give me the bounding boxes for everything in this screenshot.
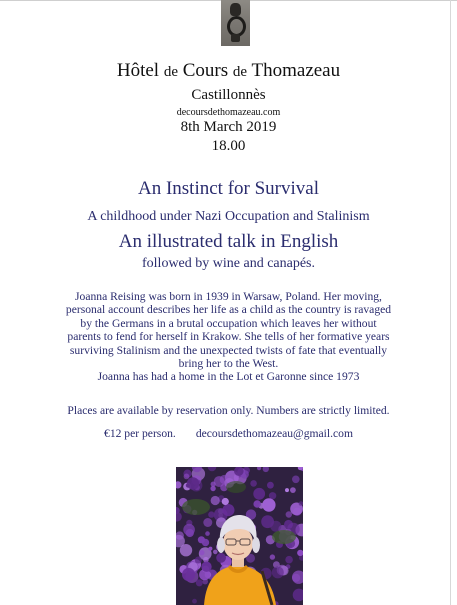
flower-blossom xyxy=(213,550,218,555)
talk-subtitle: A childhood under Nazi Occupation and Stalinism xyxy=(87,209,370,224)
flower-blossom xyxy=(285,488,289,492)
bio-line: personal account describes her life as a child as the country is ravaged xyxy=(65,303,392,317)
contact-email[interactable]: decoursdethomazeau@gmail.com xyxy=(195,427,353,440)
flower-blossom xyxy=(292,476,300,484)
flower-blossom xyxy=(192,599,197,604)
flower-blossom xyxy=(195,557,202,564)
refreshments-note: followed by wine and canapés. xyxy=(142,256,315,271)
hotel-name-word3: Cours xyxy=(182,60,229,81)
price-text: €12 per person. xyxy=(104,427,176,440)
flower-blossom xyxy=(203,518,212,527)
flower-blossom xyxy=(190,479,202,491)
hotel-name-word1: Hôtel xyxy=(116,60,160,81)
bio-line: Joanna Reising was born in 1939 in Warsaw, Poland. Her moving, xyxy=(75,290,382,303)
flower-blossom xyxy=(210,486,215,491)
website-text: decoursdethomazeau.com xyxy=(176,107,281,118)
flower-blossom xyxy=(182,568,195,581)
speaker-portrait-photo xyxy=(176,467,303,605)
flower-blossom xyxy=(222,504,234,516)
bio-line: parents to fend for herself in Krakow. She tells of her formative years xyxy=(67,330,390,344)
flower-blossom xyxy=(183,524,195,536)
flower-blossom xyxy=(272,566,284,578)
bio-line: by the Germans in a brutal occupation which leaves her without xyxy=(80,316,377,330)
flower-blossom xyxy=(201,562,211,572)
price-contact-row xyxy=(12,427,445,440)
flower-blossom xyxy=(253,488,265,500)
flower-blossom xyxy=(286,511,292,517)
flower-blossom xyxy=(262,498,275,511)
flower-blossom xyxy=(299,501,303,506)
flower-blossom xyxy=(196,579,203,586)
flower-blossom xyxy=(285,556,293,564)
flower-blossom xyxy=(216,553,226,563)
flower-blossom xyxy=(208,547,212,551)
flower-blossom xyxy=(208,511,214,517)
hotel-name xyxy=(0,60,457,82)
flower-blossom xyxy=(211,496,220,505)
flower-blossom xyxy=(267,482,274,489)
speaker-bio xyxy=(12,290,445,384)
flower-blossom xyxy=(269,492,276,499)
event-date: 8th March 2019 xyxy=(180,119,277,135)
flower-blossom xyxy=(199,550,204,555)
bio-line: surviving Stalinism and the unexpected twists of fate that eventually xyxy=(69,343,388,357)
event-time: 18.00 xyxy=(211,138,246,154)
flower-blossom xyxy=(205,531,210,536)
talk-description: An illustrated talk in English xyxy=(118,231,339,252)
hotel-name-word5: Thomazeau xyxy=(251,60,341,81)
town-name: Castillonnès xyxy=(191,87,266,103)
flower-blossom xyxy=(253,500,261,508)
hotel-name-word4: de xyxy=(232,64,248,80)
hotel-name-word2: de xyxy=(163,64,178,80)
flower-blossom xyxy=(222,498,229,505)
flower-blossom xyxy=(250,480,257,487)
flower-blossom xyxy=(184,474,190,480)
knocker-head xyxy=(230,3,241,16)
flower-blossom xyxy=(198,536,205,543)
flower-blossom xyxy=(290,487,296,493)
door-knocker-icon xyxy=(221,0,250,46)
flower-blossom xyxy=(180,544,192,556)
bio-line: bring her to the West. xyxy=(178,357,279,371)
bio-line: Joanna has had a home in the Lot et Garonne since 1973 xyxy=(97,370,360,384)
talk-title: An Instinct for Survival xyxy=(137,178,319,199)
flower-blossom xyxy=(270,554,275,559)
knocker-base xyxy=(231,34,240,42)
reservation-note: Places are available by reservation only. Numbers are strictly limited. xyxy=(67,404,390,417)
flower-blossom xyxy=(261,515,274,528)
